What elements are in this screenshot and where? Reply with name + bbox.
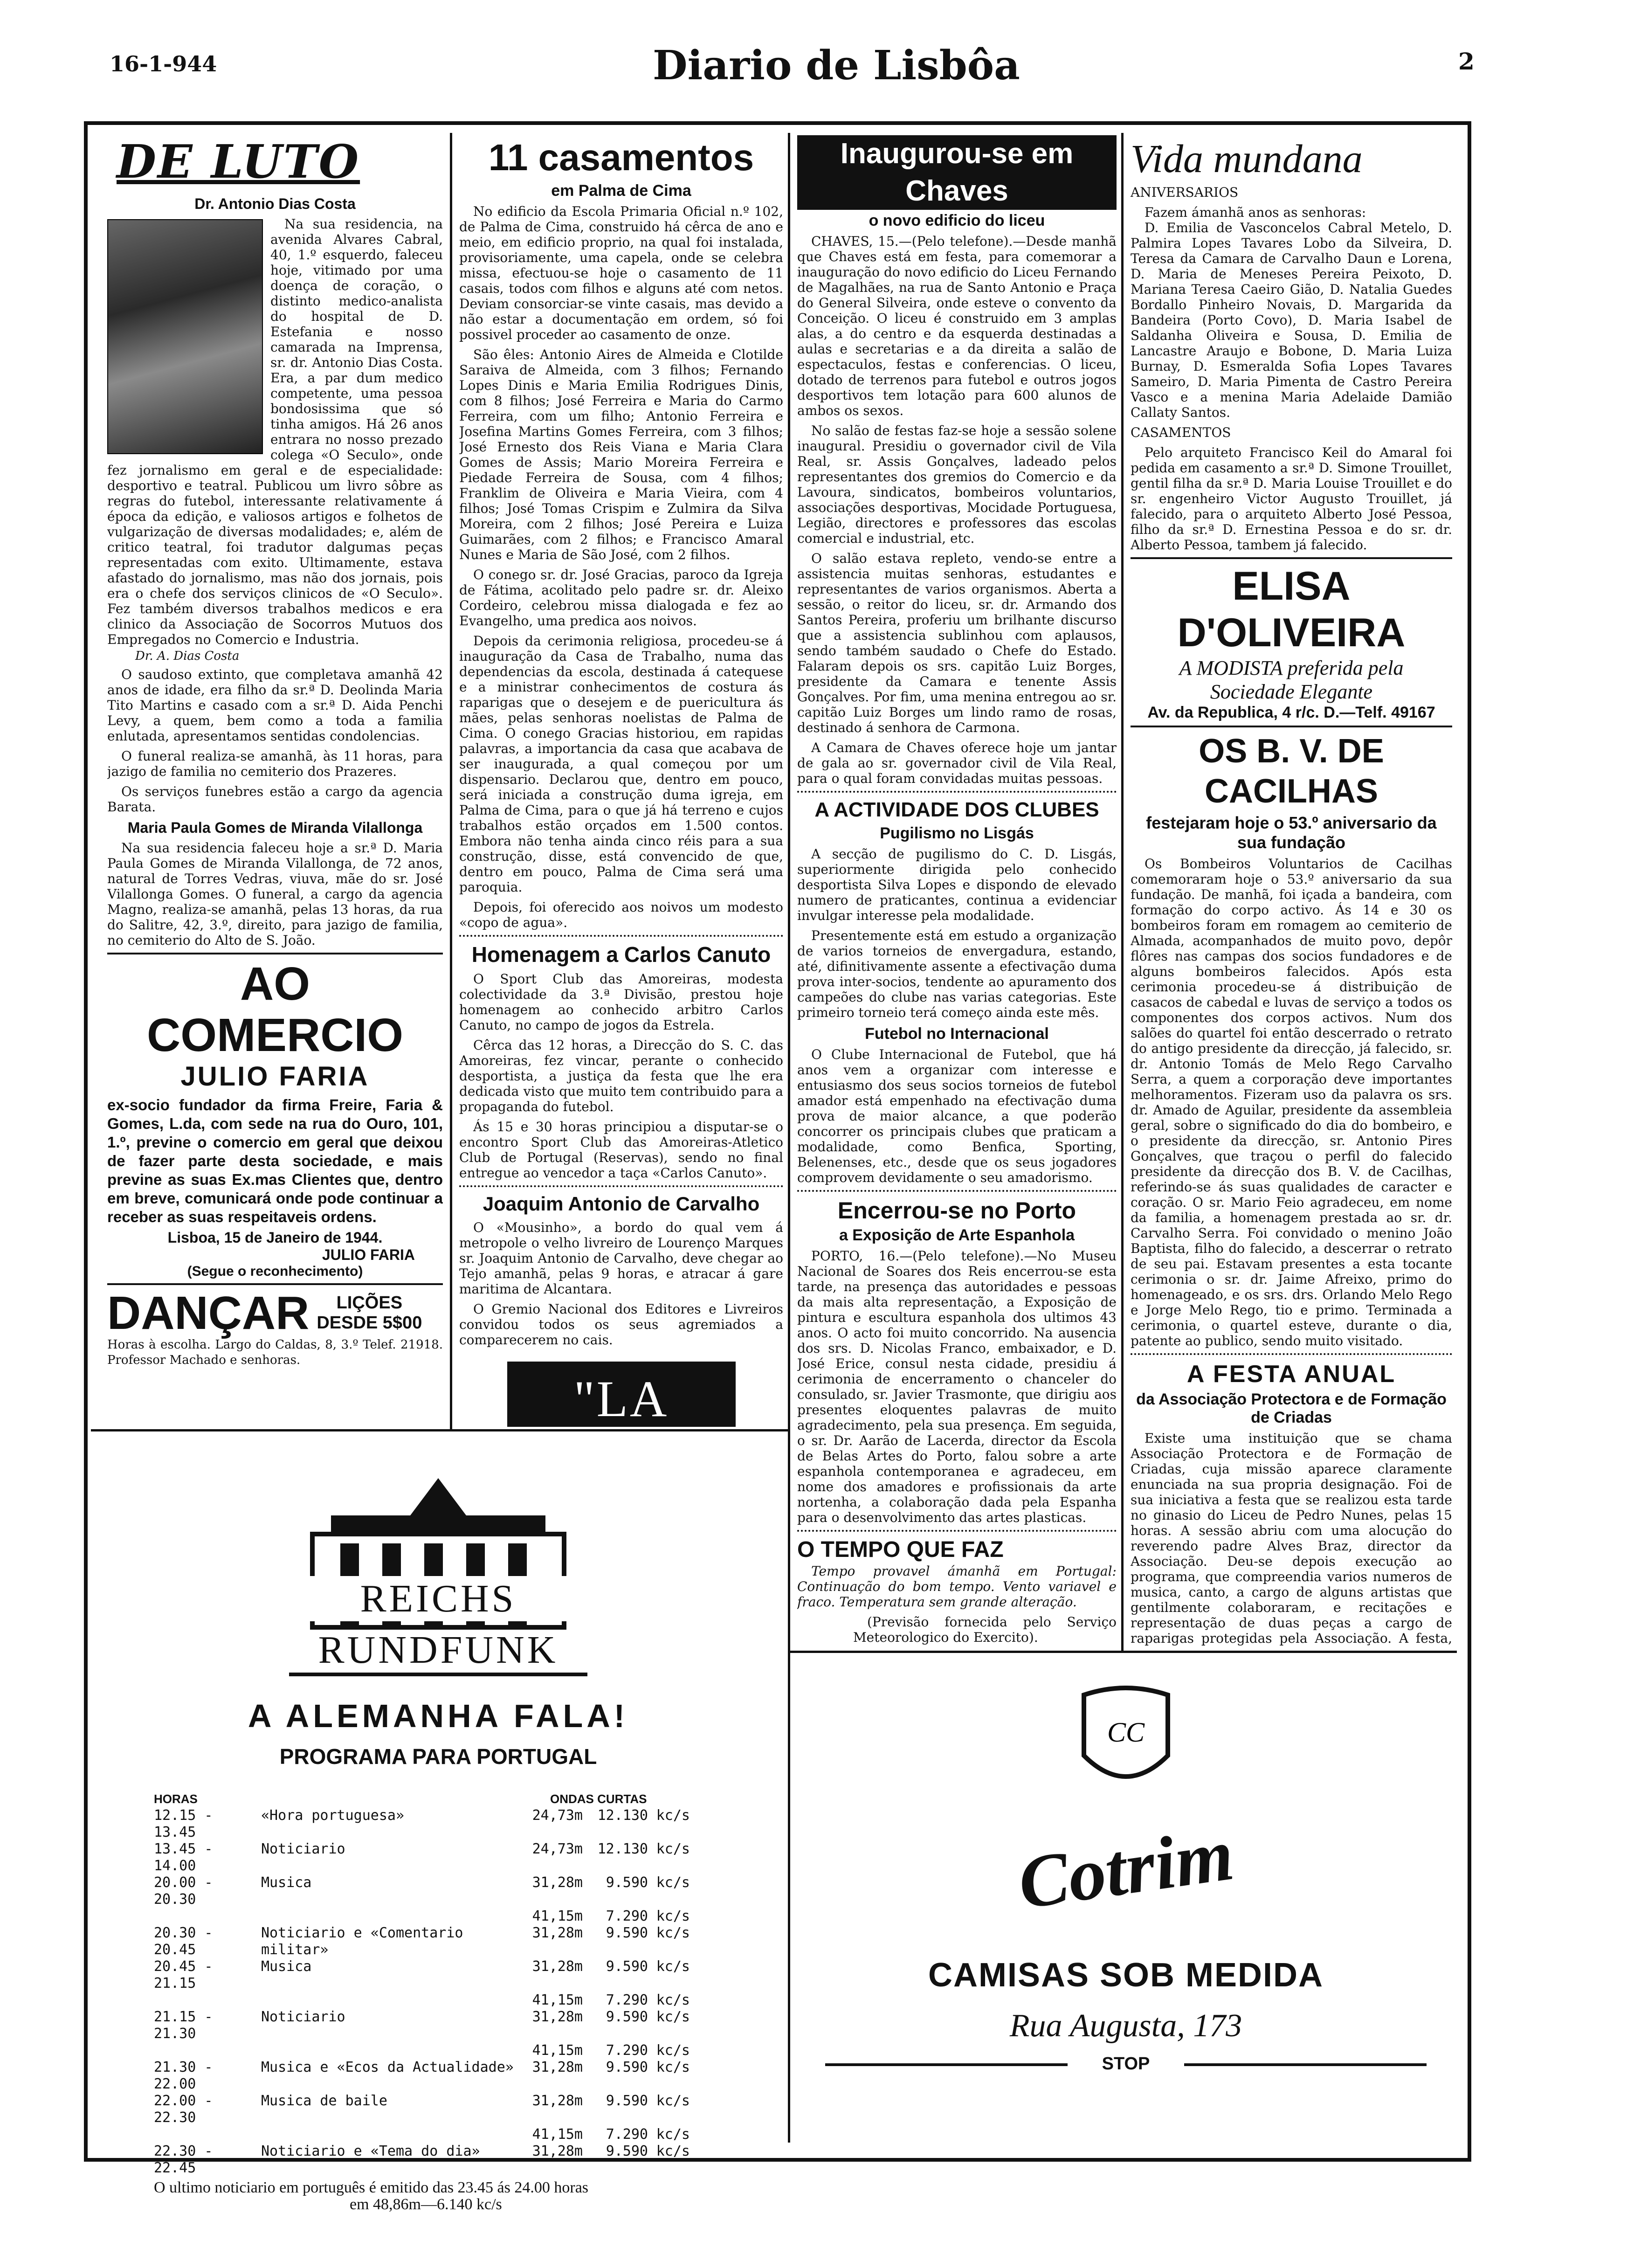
schedule-cell-p: Noticiario e «Tema do dia»	[261, 2143, 480, 2159]
schedule-cell-t	[154, 2042, 261, 2059]
schedule-row	[154, 2126, 760, 2143]
schedule-cell-f: 12.130	[597, 1841, 648, 1857]
schedule-row	[154, 2009, 760, 2042]
clubes-heading: A ACTIVIDADE DOS CLUBES	[814, 798, 1099, 821]
portrait-photo	[107, 219, 263, 454]
schedule-cell-p	[261, 2126, 522, 2143]
reichs-logo-2: RUNDFUNK	[289, 1627, 587, 1676]
schedule-cell-w: 31,28m	[532, 1874, 583, 1891]
mundana-p3: Pelo arquiteto Francisco Keil do Amaral foi pedida em casamento a sr.ª D. Simone Trouillet, gentil filha da sr.ª D. Maria Louise Trouillet e do sr. engenheiro Victor Augusto Trouillet, já falecido, para o arquiteto Alberto José Pessoa, filho da sr.ª D. Ernestina Pessoa e do sr. dr. Alberto Pessoa, tambem já falecido.	[1131, 445, 1452, 553]
schedule-cell-p: Noticiario	[261, 1841, 345, 1857]
schedule-cell-f: 9.590	[606, 2093, 648, 2109]
comercio-dateline: Lisboa, 15 de Janeiro de 1944.	[167, 1229, 383, 1246]
divider	[459, 935, 783, 937]
canuto-heading: Homenagem a Carlos Canuto	[471, 942, 771, 967]
schedule-cell-w: 31,28m	[532, 2143, 583, 2159]
schedule-row	[154, 1874, 760, 1908]
schedule-cell-u: kc/s	[656, 1958, 690, 1975]
canuto-p1: O Sport Club das Amoreiras, modesta colectividade da 3.ª Divisão, prestou hoje homenagem ao conhecido arbitro Carlos Canuto, no campo de jogos da Estrela.	[459, 971, 783, 1033]
luto-text-1: Na sua residencia, na avenida Alvares Cabral, 40, 1.º esquerdo, faleceu hoje, vitimado por uma doença de coração, o distinto medico-analista do hospital de D. Estefania e nosso camarada na Imprensa, sr. dr. Antonio Dias Costa. Era, a par dum medico competente, uma pessoa bondosissima que só tinha amigos. Há 26 anos entrara no nosso prezado colega «O Seculo», onde fez jornalismo em geral e de especialidade: desportivo e teatral. Publicou um livro sôbre as regras do futebol, interessante relativamente á época da edição, e valiosos artigos e folhetos de vulgarização de diversas modalidades; e, além de critico teatral, foi tradutor dalgumas peças representadas com exito. Ultimamente, estava afastado do jornalismo, mas não dos jornais, pois era o chefe dos serviços clinicos de «O Seculo». Fez também diversos trabalhos medicos e era clinico da Associação de Socorros Mutuos dos Empregados no Comercio e Industria.	[107, 216, 443, 647]
chaves-p2: No salão de festas faz-se hoje a sessão solene inaugural. Presidiu o governador civil de Vila Real, sr. Assis Gonçalves, ladeado pelos representantes dos gremios do Comercio e da Lavoura, sindicatos, bombeiros voluntarios, associações desportivas, Mocidade Portuguesa, Legião, directores e professores das escolas comercial e industrial, etc.	[797, 423, 1117, 546]
luto-text-2: O saudoso extinto, que completava amanhã 42 anos de idade, era filho da sr.ª D. Deolinda Maria Tito Martins e casado com a sr.ª D. Aida Penchi Levy, a quem, bem como a toda a familia enlutada, apresentamos sentidas condolencias.	[107, 667, 443, 744]
bv-heading: OS B. V. DE CACILHAS	[1199, 733, 1384, 810]
schedule-cell-w: 31,28m	[532, 2059, 583, 2075]
schedule-cell-w: 41,15m	[532, 1992, 583, 2008]
schedule-cell-f: 9.590	[606, 2059, 648, 2075]
porto-heading: Encerrou-se no Porto	[837, 1197, 1076, 1224]
chaves-p3: O salão estava repleto, vendo-se entre a assistencia muitas senhoras, estudantes e representantes de varios organismos. Aberta a sessão, o reitor do liceu, sr. dr. Armando dos Santos Pereira, proferiu um brilhante discurso que a assistencia sublinhou com aplausos, sendo também saudado o Chefe do Estado. Falaram depois os srs. capitão Luiz Borges, presidente da Camara e tenente Assis Gonçalves. Por fim, uma menina entregou ao sr. capitão Luiz Borges um lindo ramo de rosas, destinado á senhora de Carmona.	[797, 551, 1117, 735]
cotrim-ad	[797, 1658, 1455, 2147]
schedule-row	[154, 1908, 760, 1925]
luto-subhead-2: Maria Paula Gomes de Miranda Vilallonga	[127, 819, 423, 836]
reichs-sub: PROGRAMA PARA PORTUGAL	[279, 1744, 597, 1769]
reichsrundfunk-ad	[93, 1436, 783, 2213]
bv-sub: festejaram hoje o 53.º aniversario da sua fundação	[1146, 813, 1437, 852]
schedule-cell-t: 20.00 - 20.30	[154, 1874, 213, 1908]
cotrim-brand: Cotrim	[1013, 1812, 1239, 1925]
schedule-cell-f: 9.590	[606, 2009, 648, 2025]
mundana-s2: CASAMENTOS	[1131, 425, 1231, 440]
col-ondas: ONDAS CURTAS	[550, 1792, 647, 1806]
schedule-cell-f: 7.290	[606, 2042, 648, 2059]
schedule-cell-w: 41,15m	[532, 2126, 583, 2143]
schedule-cell-w: 24,73m	[532, 1807, 583, 1824]
schedule-cell-f: 7.290	[606, 2126, 648, 2143]
svg-text:CC: CC	[1107, 1717, 1145, 1748]
newspaper-title: Diario de Lisbôa	[653, 42, 1020, 89]
schedule-row	[154, 1958, 760, 1992]
latoja-ad	[507, 1362, 736, 1427]
dancar-heading: DANÇAR	[107, 1287, 310, 1339]
schedule-cell-p	[261, 1908, 522, 1925]
casamentos-p2: São êles: Antonio Aires de Almeida e Clotilde Saraiva de Almeida, com 3 filhos; Fernando Lopes Dinis e Maria Emilia Rodrigues Dinis, com 8 filhos; José Ferreira e Maria do Carmo Ferreira, com um filho; Antonio Ferreira e Josefina Martins Gomes Ferreira, com 3 filhos; José Ernesto dos Reis Viana e Maria Clara Gomes de Assis; Mario Moreira Ferreira e Piedade Ferreira de Sousa, com 4 filhos; Franklim de Oliveira e Maria Vieira, com 4 filhos; José Tomas Crispim e Zulmira da Silva Moreira, com 2 filhos; José Pereira e Luiza Guimarães, com 2 filhos; e Francisco Amaral Nunes e Maria de São José, com 2 filhos.	[459, 347, 783, 562]
casamentos-p1: No edificio da Escola Primaria Oficial n.º 102, de Palma de Cima, construido há cêrca de ano e meio, em edificio proprio, na qual foi instalada, provisoriamente, uma capela, onde se celebra missa, efectuou-se hoje o casamento de 11 casais, todos com filhos e alguns até com netos. Deviam consorciar-se vinte casais, mas devido a não estar a documentação em ordem, só foi possivel proceder ao casamento de onze.	[459, 204, 783, 342]
mundana-p1: Fazem ámanhã anos as senhoras:	[1145, 205, 1366, 220]
column-casamentos	[459, 135, 783, 1427]
schedule-cell-t	[154, 1908, 261, 1925]
schedule-row	[154, 1807, 760, 1841]
dancar-price: DESDE 5$00	[317, 1313, 422, 1333]
schedule-cell-u: kc/s	[656, 1992, 690, 2008]
schedule-cell-t: 20.30 - 20.45	[154, 1925, 213, 1958]
canuto-p3: Ás 15 e 30 horas principiou a disputar-se o encontro Sport Club das Amoreiras-Atletico Club de Portugal (Reservas), sendo no final entregue ao vencedor a taça «Carlos Canuto».	[459, 1119, 783, 1181]
luto-subhead-1: Dr. Antonio Dias Costa	[194, 195, 356, 212]
schedule-cell-t	[154, 2126, 261, 2143]
mundana-p2: D. Emilia de Vasconcelos Cabral Metelo, D. Palmira Lopes Tavares Lobo da Silveira, D. Teresa da Camara de Carvalho Daun e Lorena, D. Maria de Meneses Pereira Peixoto, D. Mariana Teresa Caeiro Gião, D. Natalia Guedes Bordallo Pinheiro Novais, D. Margarida da Bandeira (Porto Covo), D. Maria Isabel de Saldanha Oliveira e Sousa, D. Emilia de Lancastre Araujo e Bobone, D. Maria Luiza Burnay, D. Esmeralda Sofia Lopes Tavares Sameiro, D. Maria Pimenta de Castro Pereira Vasco e a menina Maria Adelaide Damião Callaty Santos.	[1131, 220, 1452, 420]
bv-p1: Os Bombeiros Voluntarios de Cacilhas comemoraram hoje o 53.º aniversario da sua fundação. De manhã, foi içada a bandeira, com formação do corpo activo. Ás 14 e 30 os bombeiros foram em romagem ao cemiterio de Almada, acompanhados de muito povo, depôr flôres nas campas dos socios fundadores e de alguns bombeiros falecidos. Após esta cerimonia procedeu-se á distribuição de casacos de cabedal e luvas de serviço a todos os componentes dos corpos activos. Num dos salões do quartel foi então descerrado o retrato do antigo presidente da direcção, já falecido, sr. dr. Antonio Tomás de Melo Rego Carvalho Serra, a quem a corporação deve importantes melhoramentos. Fizeram uso da palavra os srs. dr. Amado de Aguilar, presidente da assembleia geral, sobre o significado do dia do bombeiro, e o presidente da direcção, sr. Antonio Pires Gonçalves, que traçou o perfil do falecido presidente da direcção dos B. V. de Cacilhas, referindo-se ás suas qualidades de caracter e coração. O sr. Mario Feio agradeceu, em nome da familia, a homenagem prestada ao sr. dr. Carvalho Serra. Foi convidado o menino João Baptista, filho do falecido, a descerrar o retrato de seu pai. Estavam presentes a esta tocante cerimonia o sr. dr. Jaime Afreixo, primo do homenageado, e os srs. drs. Orlando Melo Rego e Jorge Melo Rego, tio e primo. Terminada a cerimonia, o quartel esteve, durante o dia, patente ao publico, sendo muito visitado.	[1131, 856, 1452, 1348]
comercio-text: ex-socio fundador da firma Freire, Faria & Gomes, L.da, com sede na rua do Ouro, 101, 1.º, previne o comercio em geral que deixou de fazer parte desta sociedade, e mais previne as suas Ex.mas Clientes que, dentro em breve, comunicará onde pode continuar a receber as suas respeitaveis ordens.	[107, 1096, 443, 1225]
dancar-text: Horas à escolha. Largo do Caldas, 8, 3.º Telef. 21918. Professor Machado e senhoras.	[107, 1338, 443, 1367]
schedule-cell-t: 22.30 - 22.45	[154, 2143, 213, 2176]
schedule-cell-t: 12.15 - 13.45	[154, 1807, 213, 1840]
divider	[1131, 557, 1452, 559]
clubes-p2: Presentemente está em estudo a organização de varios torneios de envergadura, estando, até, difinitivamente assente a efectivação duma prova inter-socios, tendente ao apuramento dos campeões do clube nas varias categorias. Este primeiro torneio terá começo ainda este mês.	[797, 928, 1117, 1020]
schedule-cell-f: 9.590	[606, 1925, 648, 1941]
schedule-cell-t: 20.45 - 21.15	[154, 1958, 213, 1991]
schedule-cell-u: kc/s	[656, 1841, 690, 1857]
tempo-heading: O TEMPO QUE FAZ	[797, 1537, 1004, 1562]
column-luto	[107, 135, 443, 1427]
column-chaves	[797, 135, 1117, 1646]
schedule-cell-p: Noticiario e «Comentario militar»	[261, 1925, 463, 1958]
schedule-cell-t: 21.15 - 21.30	[154, 2009, 213, 2042]
schedule-row	[154, 1841, 760, 1874]
casamentos-p4: Depois da cerimonia religiosa, procedeu-se á inauguração da Casa de Trabalho, numa das dependencias da escola, destinada á catequese e a ministrar conhecimentos de costura ás raparigas que o desejem e de puericultura ás mães, pelas senhoras noelistas de Palma de Cima. O conego Gracias historiou, em rapidas palavras, a importancia da casa que acabava de ser inaugurada, a qual começou por um dispensario. Declarou que, dentro em pouco, será iniciada a construção duma igreja, em Palma de Cima, para o que já há terreno e cujos trabalhos estão orçados em 1.500 contos. Embora não tenha ainda cinco réis para a sua construção, disse, está convencido de que, dentro em pouco, Palma de Cima será uma paroquia.	[459, 633, 783, 895]
schedule-cell-p: Musica	[261, 1874, 312, 1891]
portrait-caption: Dr. A. Dias Costa	[135, 649, 240, 663]
cotrim-line2: Rua Augusta, 173	[1009, 2008, 1242, 2044]
schedule-cell-u: kc/s	[656, 1874, 690, 1891]
column-mundana	[1131, 135, 1452, 1646]
schedule-cell-w: 41,15m	[532, 2042, 583, 2059]
tempo-p1: Tempo provavel ámanhã em Portugal: Continuação do bom tempo. Vento variavel e fraco. Temperatura sem grande alteração.	[797, 1563, 1117, 1610]
column-rule-3	[1121, 133, 1124, 1653]
divider	[459, 1185, 783, 1187]
schedule-cell-f: 7.290	[606, 1908, 648, 1924]
schedule-cell-w: 31,28m	[532, 2093, 583, 2109]
casamentos-heading: 11 casamentos	[488, 137, 754, 178]
casamentos-sub: em Palma de Cima	[551, 182, 691, 200]
reichs-heading: A ALEMANHA FALA!	[248, 1698, 629, 1734]
schedule-cell-u: kc/s	[656, 2126, 690, 2143]
elisa-line3: Av. da Republica, 4 r/c. D.—Telf. 49167	[1147, 704, 1435, 721]
canuto-p2: Cêrca das 12 horas, a Direcção do S. C. das Amoreiras, fez vincar, perante o conhecido desportista, a justiça da festa que lhe era dedicada visto que muito tem contribuido para a propaganda do futebol.	[459, 1037, 783, 1114]
mundana-s1: ANIVERSARIOS	[1131, 185, 1239, 200]
crest-icon	[1079, 1686, 1172, 1793]
schedule-cell-w: 31,28m	[532, 1925, 583, 1941]
schedule-cell-w: 41,15m	[532, 1908, 583, 1924]
clubes-sub2: Futebol no Internacional	[865, 1025, 1049, 1043]
schedule-cell-u: kc/s	[656, 2093, 690, 2109]
schedule-cell-p: Musica de baile	[261, 2093, 387, 2109]
schedule-header	[154, 1791, 760, 1807]
schedule-cell-t	[154, 1992, 261, 2009]
carvalho-p2: O Gremio Nacional dos Editores e Livreiros convidou todos os seus agremiados a comparecerem no cais.	[459, 1301, 783, 1348]
schedule-cell-f: 9.590	[606, 2143, 648, 2159]
page-number: 2	[1458, 48, 1475, 75]
clubes-p1: A secção de pugilismo do C. D. Lisgás, superiormente dirigida pelo conhecido desportista Silva Lopes e dispondo de elevado numero de praticantes, continua a evidenciar invulgar interesse pela modalidade.	[797, 846, 1117, 923]
carvalho-heading: Joaquim Antonio de Carvalho	[483, 1193, 760, 1215]
schedule-cell-u: kc/s	[656, 2059, 690, 2075]
dancar-ad	[107, 1289, 443, 1337]
tempo-p2: (Previsão fornecida pelo Serviço Meteorologico do Exercito).	[853, 1614, 1117, 1645]
dancar-right	[317, 1293, 422, 1333]
schedule-cell-p: Noticiario	[261, 2009, 345, 2025]
festa-sub: da Associação Protectora e de Formação de Criadas	[1136, 1390, 1447, 1426]
schedule-row	[154, 2059, 760, 2093]
schedule-row	[154, 2042, 760, 2059]
schedule-cell-p	[261, 1992, 522, 2009]
schedule-row	[154, 2093, 760, 2126]
schedule-cell-w: 31,28m	[532, 2009, 583, 2025]
reichs-schedule	[154, 1791, 760, 2213]
cotrim-stop: STOP	[1068, 2054, 1184, 2074]
section-rule-cotrim	[790, 1651, 1457, 1653]
luto-text-5: Na sua residencia faleceu hoje a sr.ª D. Maria Paula Gomes de Miranda Vilallonga, de 72 anos, natural de Torres Vedras, viuva, mãe do sr. José Vilallonga Gomes. O funeral, a cargo da agencia Magno, realiza-se amanhã, pelas 13 horas, da rua do Salitre, 42, 3.º, direito, para jazigo de familia, no cemiterio do Alto de S. João.	[107, 840, 443, 948]
divider	[797, 791, 1117, 793]
luto-text-4: Os serviços funebres estão a cargo da agencia Barata.	[107, 784, 443, 815]
schedule-cell-w: 24,73m	[532, 1841, 583, 1857]
festa-p1: Existe uma instituição que se chama Associação Protectora e de Formação de Criadas, cuja missão aparece claramente enunciada na sua propria designação. Foi de sua iniciativa a festa que se realizou esta tarde no ginasio do Liceu de Pedro Nunes, pelas 15 horas. A sessão abriu com uma alocução do reverendo padre Alves Braz, director da Associação. Deu-se depois execução ao programa, que compreendia varios numeros de musica, canto, a cargo de alguns artistas que gentilmente colaboraram, e recitações e representação de duas peças a cargo de raparigas protegidas pela Associação. A festa,	[1131, 1431, 1452, 1646]
schedule-cell-f: 7.290	[606, 1992, 648, 2008]
chaves-sub: o novo edificio do liceu	[869, 212, 1045, 229]
column-rule-1	[450, 133, 452, 1429]
schedule-cell-u: kc/s	[656, 1925, 690, 1941]
column-rule-2	[788, 133, 790, 2143]
schedule-cell-f: 9.590	[606, 1874, 648, 1891]
col-horas: HORAS	[154, 1792, 198, 1806]
schedule-cell-t: 22.00 - 22.30	[154, 2093, 213, 2126]
schedule-cell-u: kc/s	[656, 2143, 690, 2159]
chaves-p4: A Camara de Chaves oferece hoje um jantar de gala ao sr. governador civil de Vila Real, para o qual foram convidadas muitas pessoas.	[797, 740, 1117, 786]
schedule-cell-t: 21.30 - 22.00	[154, 2059, 213, 2092]
mundana-heading: Vida mundana	[1131, 136, 1363, 181]
dancar-licoes: LIÇÕES	[336, 1293, 403, 1313]
luto-heading: DE LUTO	[117, 135, 360, 189]
cotrim-line1: CAMISAS SOB MEDIDA	[928, 1957, 1324, 1994]
comercio-heading: AO COMERCIO	[147, 958, 403, 1061]
porto-sub: a Exposição de Arte Espanhola	[839, 1226, 1075, 1244]
clubes-p3: O Clube Internacional de Futebol, que há anos vem a organizar com interesse e entusiasmo dos seus socios torneios de futebol amador está empenhado na efectivação duma prova de maior alcance, a que poderão concorrer os principais clubes que praticam a modalidade, como Benfica, Sporting, Belenenses, etc., desde que os seus jogadores comprovem devidamente o seu amadorismo.	[797, 1047, 1117, 1185]
clubes-sub: Pugilismo no Lisgás	[880, 824, 1034, 842]
schedule-cell-w: 31,28m	[532, 1958, 583, 1975]
schedule-row	[154, 1925, 760, 1958]
reichs-logo-1: REICHS	[289, 1576, 587, 1621]
divider	[797, 1190, 1117, 1192]
elisa-line1: A MODISTA preferida pela	[1179, 657, 1404, 679]
schedule-cell-p	[261, 2042, 522, 2059]
carvalho-p1: O «Mousinho», a bordo do qual vem á metropole o velho livreiro de Lourenço Marques sr. Joaquim Antonio de Carvalho, deve chegar ao Tejo amanhã, pelas 9 horas, e atracar á gare maritima de Alcantara.	[459, 1220, 783, 1297]
schedule-cell-u: kc/s	[656, 2042, 690, 2059]
reichs-foot-2: em 48,86m—6.140 kc/s	[350, 2196, 502, 2213]
schedule-cell-f: 12.130	[597, 1807, 648, 1824]
festa-heading: A FESTA ANUAL	[1186, 1361, 1396, 1388]
comercio-name: JULIO FARIA	[180, 1061, 370, 1092]
schedule-cell-u: kc/s	[656, 2009, 690, 2025]
schedule-cell-t: 13.45 - 14.00	[154, 1841, 213, 1874]
porto-p1: PORTO, 16.—(Pelo telefone).—No Museu Nacional de Soares dos Reis encerrou-se esta tarde, na presença das autoridades e pessoas da mais alta representação, a Exposição de pintura e escultura espanhola dos ultimos 43 anos. O acto foi muito concorrido. Na ausencia dos srs. D. Nicolas Franco, embaixador, e D. José Erice, consul nesta cidade, presidiu á cerimonia de encerramento o chanceler do consulado, sr. Javier Trasmonte, que dirigiu aos presentes eloquentes palavras de muito agradecimento, pela sua presença. Em seguida, o sr. Dr. Aarão de Lacerda, director da Escola de Belas Artes do Porto, falou sobre a arte espanhola contemporanea e agradeceu, em nome dos amadores e profissionais da arte nortenha, a colaboração dada pela Espanha para o desenvolvimento das artes plasticas.	[797, 1248, 1117, 1525]
schedule-row	[154, 1992, 760, 2009]
divider	[1131, 1353, 1452, 1355]
issue-date: 16-1-944	[110, 51, 217, 76]
casamentos-p3: O conego sr. dr. José Gracias, paroco da Igreja de Fátima, acolitado pelo padre sr. dr. Aleixo Cordeiro, celebrou missa dialogada e fez ao Evangelho, uma predica aos noivos.	[459, 567, 783, 629]
reichs-foot-1: O ultimo noticiario em português é emitido das 23.45 ás 24.00 horas	[154, 2179, 589, 2196]
comercio-signature: JULIO FARIA	[322, 1246, 415, 1263]
divider	[107, 1283, 443, 1285]
divider	[1131, 726, 1452, 727]
divider	[797, 1530, 1117, 1532]
schedule-cell-p: «Hora portuguesa»	[261, 1807, 405, 1824]
schedule-cell-u: kc/s	[656, 1908, 690, 1924]
section-rule-reichs	[91, 1429, 790, 1431]
schedule-row	[154, 2143, 760, 2177]
schedule-cell-f: 9.590	[606, 1958, 648, 1975]
divider	[107, 953, 443, 954]
casamentos-p5: Depois, foi oferecido aos noivos um modesto «copo de agua».	[459, 899, 783, 930]
chaves-p1: CHAVES, 15.—(Pelo telefone).—Desde manhã que Chaves está em festa, para comemorar a inauguração do novo edificio do Liceu Fernando de Magalhães, na rua de Santo Antonio e Praça do General Silveira, onde esteve o convento da Conceição. O liceu é construido em 3 amplas alas, a do centro e da esquerda destinadas a aulas e secretarias e a da direita a salão de espectaculos, festas e conferencias. O liceu, dotado de terrenos para futebol e outros jogos desportivos tem lotação para 600 alunos de ambos os sexos.	[797, 234, 1117, 418]
schedule-cell-u: kc/s	[656, 1807, 690, 1824]
elisa-heading: ELISA D'OLIVEIRA	[1177, 564, 1406, 655]
schedule-cell-p: Musica	[261, 1958, 312, 1975]
schedule-rows	[154, 1807, 760, 2177]
luto-text-3: O funeral realiza-se amanhã, às 11 horas, para jazigo de familia no cemiterio dos Prazeres.	[107, 748, 443, 779]
chaves-heading: Inaugurou-se em Chaves	[797, 135, 1117, 210]
elisa-line2: Sociedade Elegante	[1210, 680, 1373, 703]
comercio-note: (Segue o reconhecimento)	[187, 1264, 363, 1279]
schedule-cell-p: Musica e «Ecos da Actualidade»	[261, 2059, 514, 2075]
latoja-title: "LA	[573, 1370, 669, 1427]
